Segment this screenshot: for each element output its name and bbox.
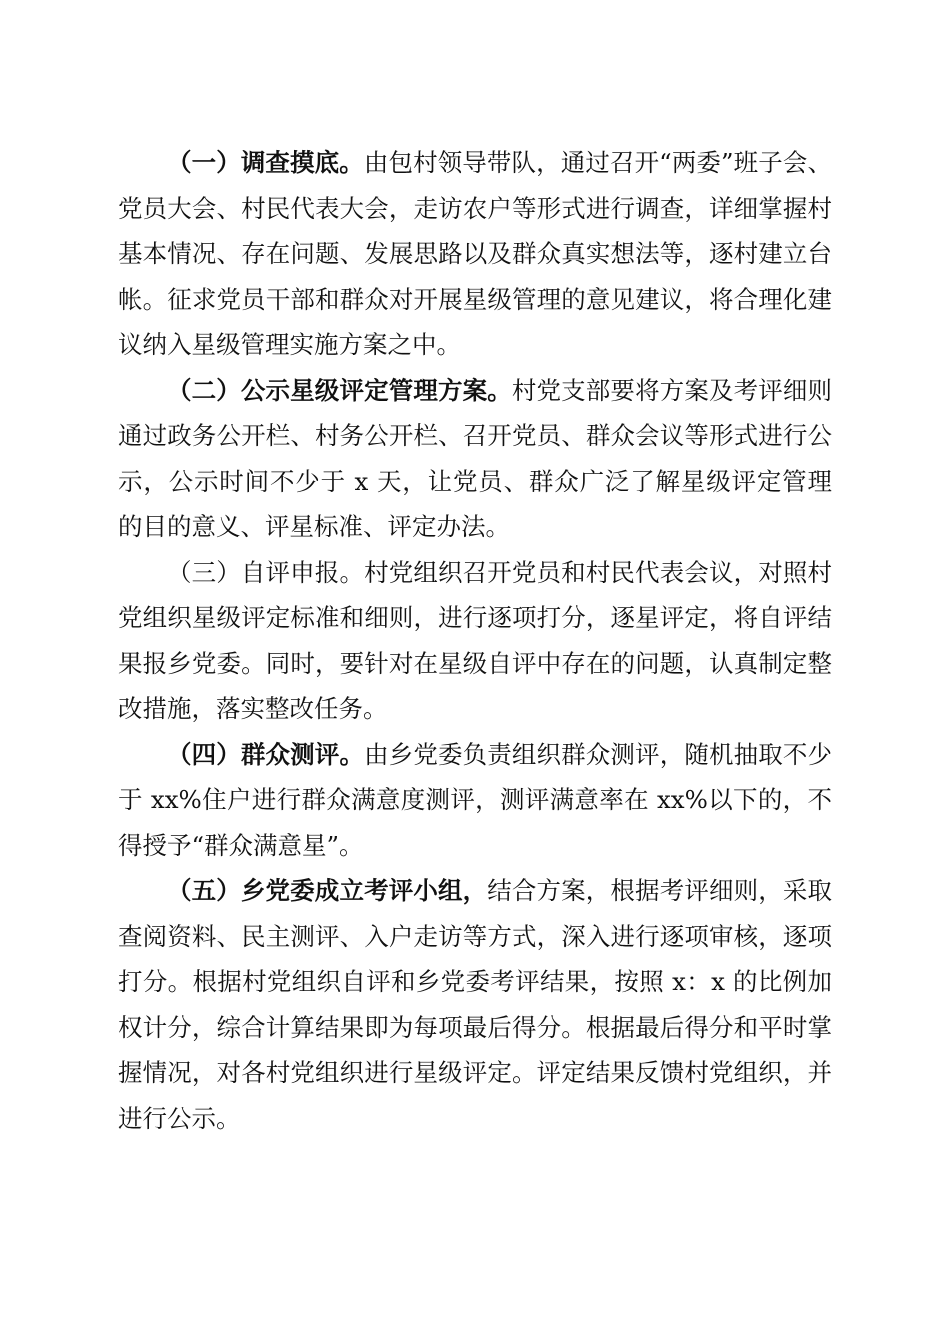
paragraph-survey: [118, 140, 832, 368]
paragraph-publicity: [118, 368, 832, 550]
paragraph-heading: （一）调查摸底。: [167, 148, 364, 177]
paragraph-body: 由包村领导带队，通过召开“两委”班子会、党员大会、村民代表大会，走访农户等形式进行调查，详细掌握村基本情况、存在问题、发展思路以及群众真实想法等，逐村建立台帐。征求党员干部和群众对开展星级管理的意见建议，将合理化建议纳入星级管理实施方案之中。: [118, 148, 832, 359]
paragraph-heading: （四）群众测评。: [167, 739, 365, 769]
paragraph-heading: （五）乡党委成立考评小组，: [167, 876, 488, 905]
paragraph-body: 由乡党委负责组织群众测评，随机抽取不少于 xx%住户进行群众满意度测评，测评满意率在 xx%以下的，不得授予“群众满意星”。: [118, 739, 832, 860]
paragraph-body: 结合方案，根据考评细则，采取查阅资料、民主测评、入户走访等方式，深入进行逐项审核，逐项打分。根据村党组织自评和乡党委考评结果，按照 x：x 的比例加权计分，综合计算结果即为每项最后得分。根据最后得分和平时掌握情况，对各村党组织进行星级评定。评定结果反馈村党组织，并进行公示。: [118, 876, 832, 1133]
paragraph-body: 村党支部要将方案及考评细则通过政务公开栏、村务公开栏、召开党员、群众会议等形式进行公示，公示时间不少于 x 天，让党员、群众广泛了解星级评定管理的目的意义、评星标准、评定办法。: [118, 375, 833, 541]
paragraph-assessment-group: [118, 868, 832, 1141]
paragraph-self-evaluation: [118, 550, 832, 732]
document-page: [118, 140, 832, 1141]
paragraph-heading: （三）自评申报。: [167, 557, 365, 587]
paragraph-heading: （二）公示星级评定管理方案。: [167, 375, 512, 405]
paragraph-public-evaluation: [118, 732, 832, 869]
paragraph-body: 村党组织召开党员和村民代表会议，对照村党组织星级评定标准和细则，进行逐项打分，逐星评定，将自评结果报乡党委。同时，要针对在星级自评中存在的问题，认真制定整改措施，落实整改任务。: [118, 557, 832, 723]
